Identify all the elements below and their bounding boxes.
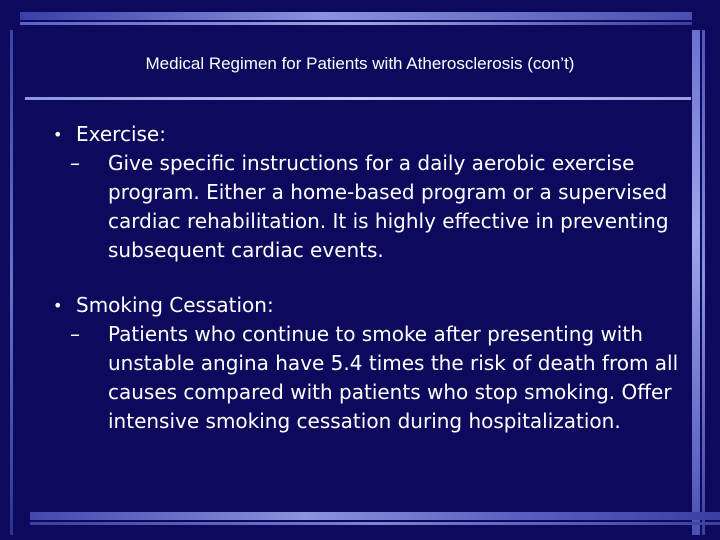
sub-bullet-smoking <box>50 320 690 436</box>
frame-bar-bottom <box>30 512 720 520</box>
bullet-heading: Smoking Cessation: <box>76 293 274 317</box>
bullet-icon: • <box>53 125 63 144</box>
dash-icon: – <box>70 322 80 346</box>
bullet-heading: Exercise: <box>76 122 166 146</box>
frame-bar-top-thin <box>20 22 692 25</box>
bullet-item-smoking <box>50 291 690 320</box>
dash-icon: – <box>70 151 80 175</box>
frame-bar-left <box>10 30 13 535</box>
sub-bullet-text: Give specific instructions for a daily aerobic exercise program. Either a home-based program or a supervised cardiac rehabilitation. It is highly effective in preventing subsequent cardiac events. <box>108 151 669 262</box>
slide-title: Medical Regimen for Patients with Atherosclerosis (con’t) <box>145 54 575 73</box>
frame-bar-right-thin <box>702 30 705 535</box>
title-divider <box>25 97 691 100</box>
slide-content <box>50 120 690 436</box>
sub-bullet-text: Patients who continue to smoke after presenting with unstable angina have 5.4 times the risk of death from all causes compared with patients who stop smoking. Offer intensive smoking cessation during hospitalization. <box>108 322 679 433</box>
frame-bar-top <box>20 12 692 20</box>
bullet-icon: • <box>53 296 63 315</box>
frame-bar-right <box>692 30 700 535</box>
bullet-item-exercise <box>50 120 690 149</box>
frame-bar-bottom-thin <box>30 522 720 525</box>
sub-bullet-exercise <box>50 149 690 265</box>
